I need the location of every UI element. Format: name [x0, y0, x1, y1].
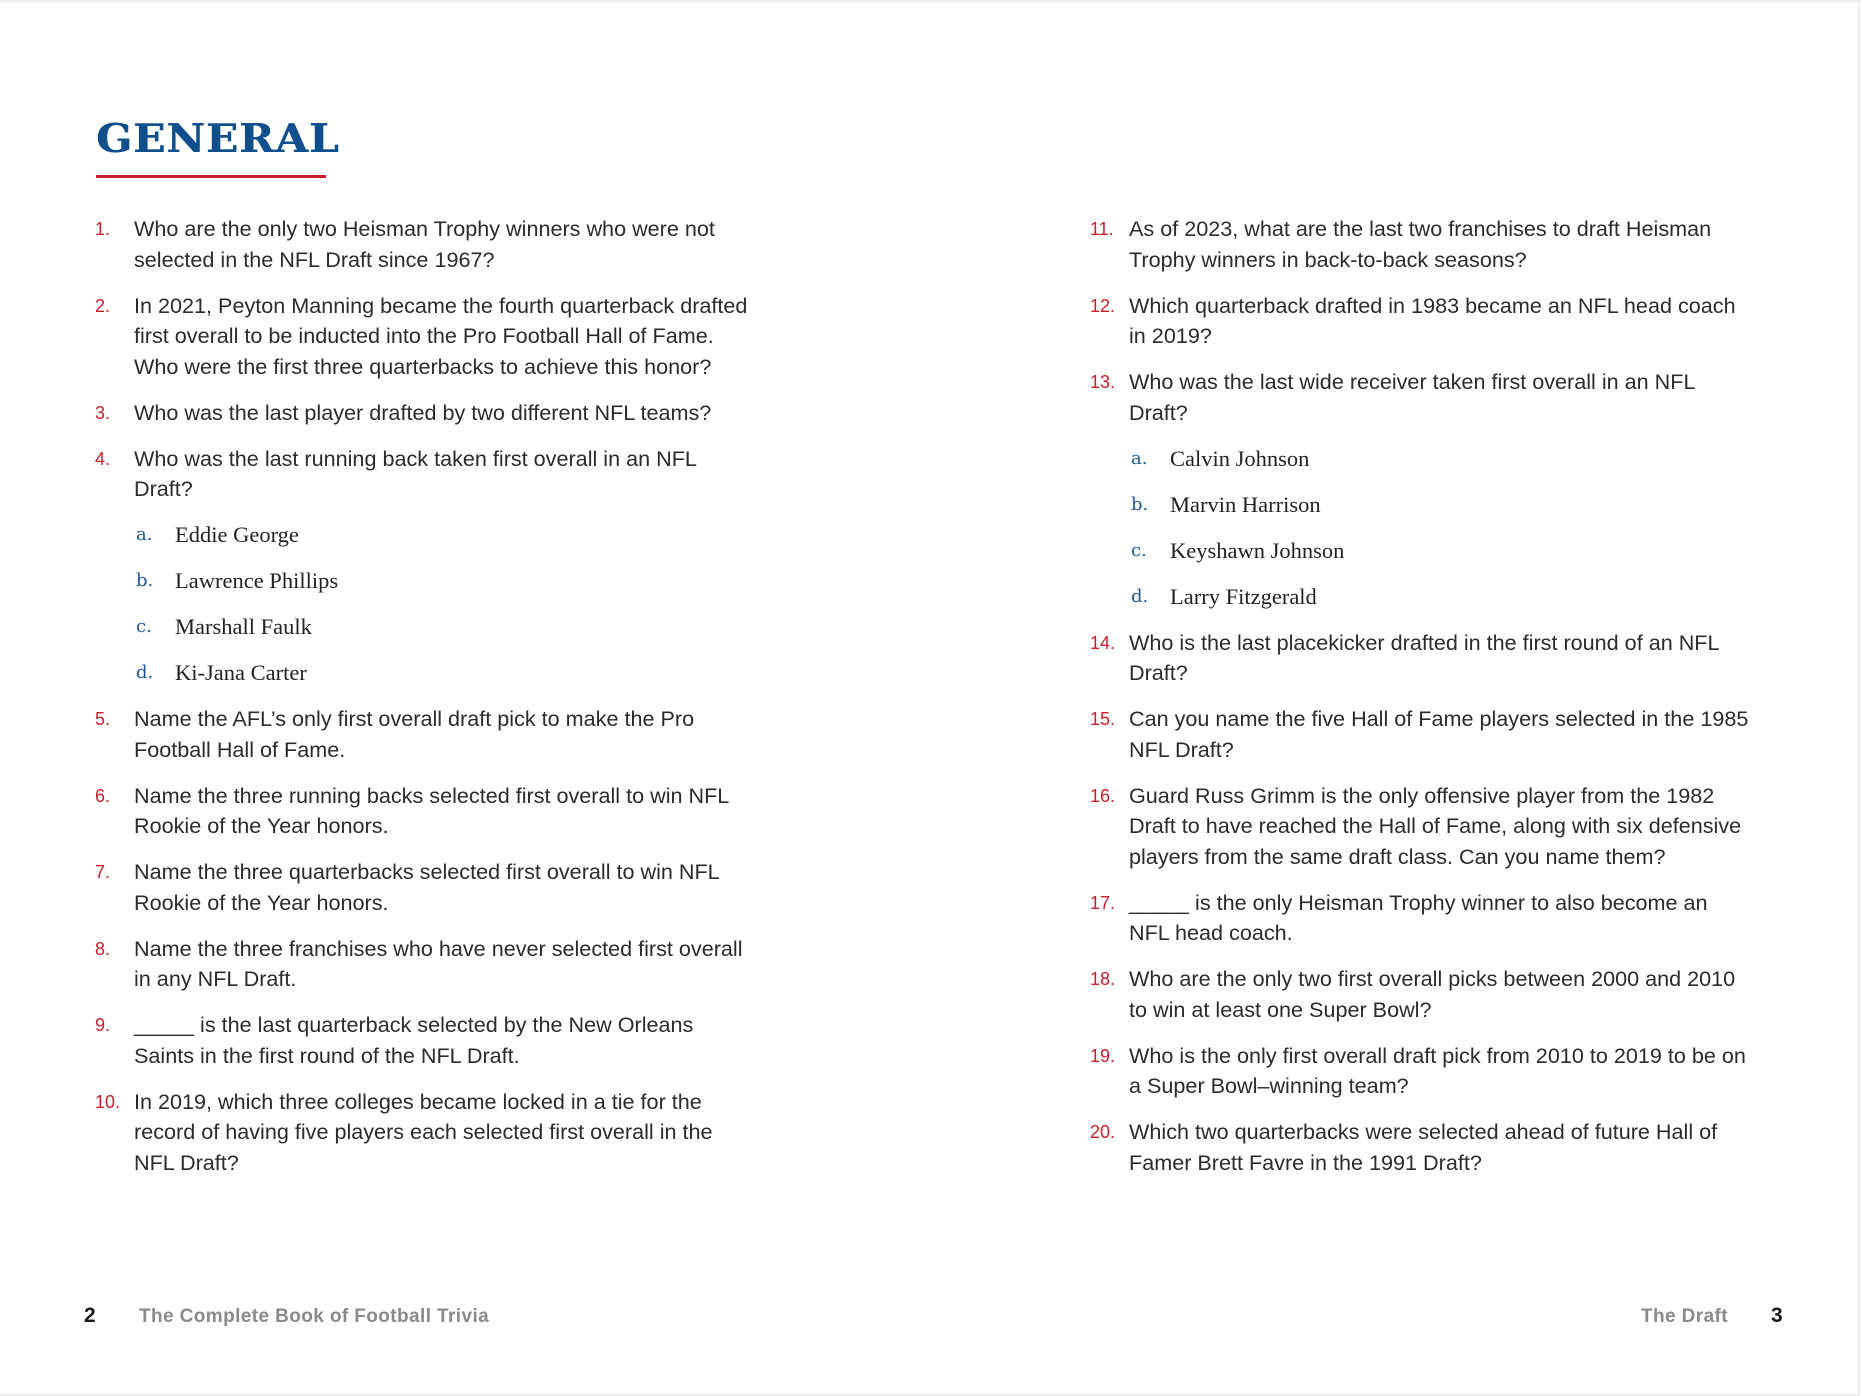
right-question-column — [1090, 214, 1750, 1194]
answer-options — [95, 520, 755, 689]
question-number: 14. — [1090, 632, 1116, 653]
question-number: 15. — [1090, 709, 1116, 729]
option-text: Keyshawn Johnson — [1170, 537, 1345, 563]
question-number: 20. — [1090, 1122, 1116, 1142]
question-text: Name the three quarterbacks selected first overall to win NFL Rookie of the Year honors. — [134, 859, 719, 915]
question-item — [1090, 628, 1750, 689]
answer-option — [1090, 490, 1750, 521]
question-item — [95, 398, 755, 429]
question-text: Who is the only first overall draft pick from 2010 to 2019 to be on a Super Bowl–winning team? — [1129, 1042, 1746, 1098]
question-item — [1090, 367, 1750, 428]
question-item — [95, 704, 755, 765]
question-item — [95, 1010, 755, 1071]
option-text: Eddie George — [175, 522, 299, 547]
question-number: 12. — [1090, 295, 1116, 316]
option-letter: b. — [1131, 493, 1149, 515]
answer-option — [1090, 582, 1750, 613]
question-text: In 2019, which three colleges became locked in a tie for the record of having five players each selected first overall in the NFL Draft? — [134, 1088, 713, 1175]
question-number: 13. — [1090, 372, 1116, 392]
question-number: 8. — [95, 938, 111, 959]
question-item — [1090, 1041, 1750, 1102]
question-number: 11. — [1090, 219, 1114, 239]
question-text: Name the three franchises who have never selected first overall in any NFL Draft. — [134, 935, 743, 991]
question-item — [95, 857, 755, 918]
left-running-footer: The Complete Book of Football Trivia — [139, 1306, 490, 1327]
question-text: Who are the only two Heisman Trophy winners who were not selected in the NFL Draft since 1967? — [134, 216, 715, 272]
right-running-footer: The Draft — [1641, 1306, 1728, 1327]
answer-option — [95, 520, 755, 551]
question-item — [1090, 888, 1750, 949]
question-number: 10. — [95, 1091, 121, 1112]
option-letter: c. — [136, 616, 152, 637]
question-item — [1090, 964, 1750, 1025]
option-text: Larry Fitzgerald — [1170, 583, 1317, 609]
option-letter: d. — [1131, 585, 1149, 607]
answer-option — [95, 658, 755, 689]
option-letter: a. — [136, 524, 153, 545]
question-number: 9. — [95, 1015, 111, 1035]
question-text: Which quarterback drafted in 1983 became an NFL head coach in 2019? — [1129, 292, 1736, 348]
option-letter: b. — [136, 570, 154, 591]
question-item — [1090, 1117, 1750, 1178]
question-item — [1090, 704, 1750, 765]
question-text: In 2021, Peyton Manning became the fourth quarterback drafted first overall to be inducted into the Pro Football Hall of Fame. Who were the first three quarterbacks to achieve this honor? — [134, 292, 748, 379]
question-number: 3. — [95, 402, 111, 423]
answer-options — [1090, 444, 1750, 613]
question-text: _____ is the last quarterback selected by the New Orleans Saints in the first round of the NFL Draft. — [134, 1012, 694, 1068]
question-number: 16. — [1090, 785, 1116, 806]
question-item — [95, 934, 755, 995]
question-text: Who is the last placekicker drafted in the first round of an NFL Draft? — [1129, 629, 1719, 685]
option-letter: a. — [1131, 447, 1148, 469]
question-text: Who was the last running back taken first overall in an NFL Draft? — [134, 445, 697, 501]
question-text: Guard Russ Grimm is the only offensive player from the 1982 Draft to have reached the Hall of Fame, along with six defensive players from the same draft class. Can you name them? — [1129, 782, 1742, 869]
question-text: Who was the last player drafted by two different NFL teams? — [134, 399, 712, 425]
question-number: 18. — [1090, 969, 1116, 989]
answer-option — [95, 612, 755, 643]
option-text: Marvin Harrison — [1170, 491, 1321, 517]
section-title: GENERAL — [96, 116, 340, 162]
question-text: Can you name the five Hall of Fame players selected in the 1985 NFL Draft? — [1129, 706, 1749, 762]
question-item — [95, 444, 755, 505]
question-number: 17. — [1090, 892, 1116, 913]
question-number: 1. — [95, 219, 111, 239]
title-underline — [96, 175, 326, 178]
left-page-number: 2 — [84, 1304, 96, 1327]
question-text: As of 2023, what are the last two franchises to draft Heisman Trophy winners in back-to-back seasons? — [1129, 216, 1712, 272]
question-text: Who was the last wide receiver taken first overall in an NFL Draft? — [1129, 369, 1695, 425]
question-text: Name the AFL’s only first overall draft pick to make the Pro Football Hall of Fame. — [134, 706, 695, 762]
question-item — [1090, 291, 1750, 352]
question-item — [1090, 781, 1750, 873]
question-text: Who are the only two first overall picks between 2000 and 2010 to win at least one Super Bowl? — [1129, 966, 1736, 1022]
option-text: Lawrence Phillips — [175, 568, 339, 593]
question-item — [95, 1087, 755, 1179]
question-number: 5. — [95, 709, 111, 729]
question-number: 2. — [95, 295, 111, 316]
answer-option — [1090, 536, 1750, 567]
option-text: Marshall Faulk — [175, 614, 312, 639]
right-page-number: 3 — [1771, 1304, 1783, 1327]
question-item — [95, 214, 755, 275]
question-number: 19. — [1090, 1045, 1116, 1066]
question-item — [95, 291, 755, 383]
question-number: 7. — [95, 862, 111, 882]
option-text: Ki-Jana Carter — [175, 660, 307, 685]
option-text: Calvin Johnson — [1170, 445, 1310, 471]
option-letter: c. — [1131, 539, 1147, 561]
question-number: 4. — [95, 448, 111, 469]
question-text: Name the three running backs selected first overall to win NFL Rookie of the Year honors. — [134, 782, 729, 838]
answer-option — [1090, 444, 1750, 475]
question-item — [95, 781, 755, 842]
question-text: _____ is the only Heisman Trophy winner to also become an NFL head coach. — [1129, 889, 1708, 945]
left-question-column — [95, 214, 755, 1194]
question-item — [1090, 214, 1750, 275]
question-text: Which two quarterbacks were selected ahead of future Hall of Famer Brett Favre in the 1991 Draft? — [1129, 1119, 1718, 1175]
answer-option — [95, 566, 755, 597]
question-number: 6. — [95, 785, 111, 806]
option-letter: d. — [136, 662, 154, 683]
